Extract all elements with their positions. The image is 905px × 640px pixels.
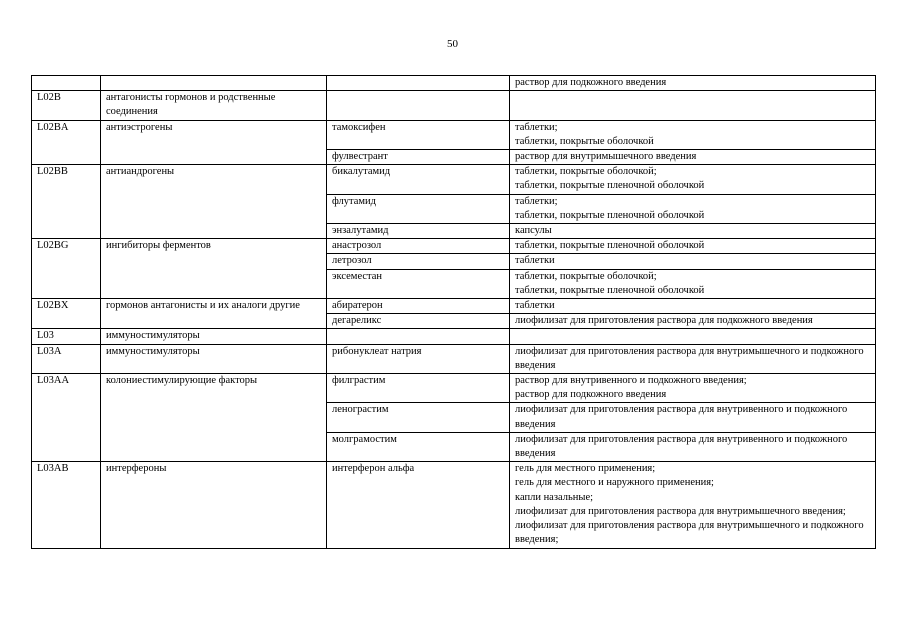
dosage-form-cell <box>510 462 876 548</box>
drug-name-cell: фулвестрант <box>327 150 510 165</box>
group-name-cell: иммуностимуляторы <box>101 329 327 344</box>
dosage-form-line: капсулы <box>515 225 552 237</box>
dosage-form-cell <box>510 150 876 165</box>
dosage-form-cell <box>510 329 876 344</box>
table-body <box>32 76 876 549</box>
group-name-cell <box>101 76 327 91</box>
drug-name-cell: бикалутамид <box>327 165 510 194</box>
dosage-form-cell <box>510 239 876 254</box>
dosage-form-cell <box>510 76 876 91</box>
table-row <box>32 329 876 344</box>
drug-name-cell: филграстим <box>327 374 510 403</box>
drug-name-cell: интерферон альфа <box>327 462 510 548</box>
dosage-form-cell <box>510 165 876 194</box>
atc-code-cell: L02BX <box>32 299 101 329</box>
atc-code-cell: L03AB <box>32 462 101 548</box>
dosage-form-cell <box>510 403 876 432</box>
dosage-form-cell <box>510 91 876 120</box>
group-name-cell: иммуностимуляторы <box>101 344 327 373</box>
atc-code-cell <box>32 76 101 91</box>
dosage-form-line: таблетки, покрытые оболочкой; <box>515 270 657 282</box>
drug-name-cell: анастрозол <box>327 239 510 254</box>
dosage-form-line: раствор для подкожного введения <box>515 389 667 401</box>
dosage-form-line: лиофилизат для приготовления раствора для внутривенного и подкожного введения <box>515 404 848 430</box>
table-row <box>32 344 876 373</box>
dosage-form-cell <box>510 344 876 373</box>
dosage-form-line: капли назальные; <box>515 491 594 503</box>
dosage-form-line: таблетки, покрытые пленочной оболочкой <box>515 180 705 192</box>
dosage-form-line: лиофилизат для приготовления раствора для внутримышечного и подкожного введения; <box>515 520 864 546</box>
dosage-form-cell <box>510 374 876 403</box>
drug-name-cell: молграмостим <box>327 432 510 461</box>
group-name-cell: антагонисты гормонов и родственные соединения <box>101 91 327 120</box>
table-row <box>32 374 876 403</box>
group-name-cell: ингибиторы ферментов <box>101 239 327 299</box>
drug-name-cell: флутамид <box>327 194 510 223</box>
dosage-form-line: раствор для подкожного введения <box>515 77 667 88</box>
dosage-form-cell <box>510 194 876 223</box>
drug-name-cell <box>327 76 510 91</box>
table-row <box>32 239 876 254</box>
dosage-form-line: лиофилизат для приготовления раствора для внутривенного и подкожного введения <box>515 433 848 460</box>
page-number: 50 <box>447 38 458 50</box>
drug-name-cell: абиратерон <box>327 299 510 314</box>
dosage-form-cell <box>510 269 876 298</box>
group-name-cell: колониестимулирующие факторы <box>101 374 327 462</box>
drug-name-cell: энзалутамид <box>327 224 510 239</box>
dosage-form-cell <box>510 254 876 269</box>
atc-code-cell: L02B <box>32 91 101 120</box>
dosage-form-cell <box>510 120 876 149</box>
table-row <box>32 462 876 548</box>
table-row <box>32 299 876 314</box>
group-name-cell: антиандрогены <box>101 165 327 239</box>
table-row <box>32 76 876 91</box>
group-name-cell: интерфероны <box>101 462 327 548</box>
group-name-cell: гормонов антагонисты и их аналоги другие <box>101 299 327 329</box>
atc-code-cell: L03AA <box>32 374 101 462</box>
table-row <box>32 165 876 194</box>
dosage-form-line: раствор для внутривенного и подкожного введения; <box>515 375 747 387</box>
dosage-form-line: таблетки; <box>515 195 558 207</box>
atc-code-cell: L02BG <box>32 239 101 299</box>
dosage-form-line: таблетки, покрытые пленочной оболочкой <box>515 209 705 221</box>
table-row <box>32 120 876 149</box>
drug-name-cell: рибонуклеат натрия <box>327 344 510 373</box>
drug-name-cell: эксеместан <box>327 269 510 298</box>
dosage-form-line: таблетки, покрытые оболочкой <box>515 135 654 147</box>
atc-code-cell: L02BA <box>32 120 101 165</box>
dosage-form-cell <box>510 224 876 239</box>
atc-code-cell: L03A <box>32 344 101 373</box>
drug-name-cell: тамоксифен <box>327 120 510 149</box>
drug-name-cell: дегареликс <box>327 314 510 329</box>
drug-name-cell <box>327 329 510 344</box>
dosage-form-line: лиофилизат для приготовления раствора для внутримышечного введения; <box>515 505 846 517</box>
dosage-form-cell <box>510 432 876 461</box>
dosage-form-cell <box>510 314 876 329</box>
dosage-form-line: таблетки; <box>515 121 558 133</box>
dosage-form-line: лиофилизат для приготовления раствора для подкожного введения <box>515 315 813 327</box>
drug-name-cell: ленограстим <box>327 403 510 432</box>
dosage-form-line: лиофилизат для приготовления раствора для внутримышечного и подкожного введения <box>515 345 864 371</box>
dosage-form-line: гель для местного применения; <box>515 463 656 475</box>
dosage-form-line: таблетки, покрытые пленочной оболочкой <box>515 240 705 252</box>
group-name-cell: антиэстрогены <box>101 120 327 165</box>
dosage-form-line: таблетки, покрытые оболочкой; <box>515 166 657 178</box>
table-row <box>32 91 876 120</box>
dosage-form-line: таблетки, покрытые пленочной оболочкой <box>515 284 705 296</box>
dosage-form-line: гель для местного и наружного применения; <box>515 477 714 489</box>
drug-name-cell <box>327 91 510 120</box>
dosage-form-line: таблетки <box>515 255 555 267</box>
atc-code-cell: L03 <box>32 329 101 344</box>
drug-name-cell: летрозол <box>327 254 510 269</box>
atc-code-cell: L02BB <box>32 165 101 239</box>
drug-classification-table <box>31 75 876 549</box>
dosage-form-line: раствор для внутримышечного введения <box>515 151 697 163</box>
dosage-form-line: таблетки <box>515 300 555 312</box>
dosage-form-cell <box>510 299 876 314</box>
